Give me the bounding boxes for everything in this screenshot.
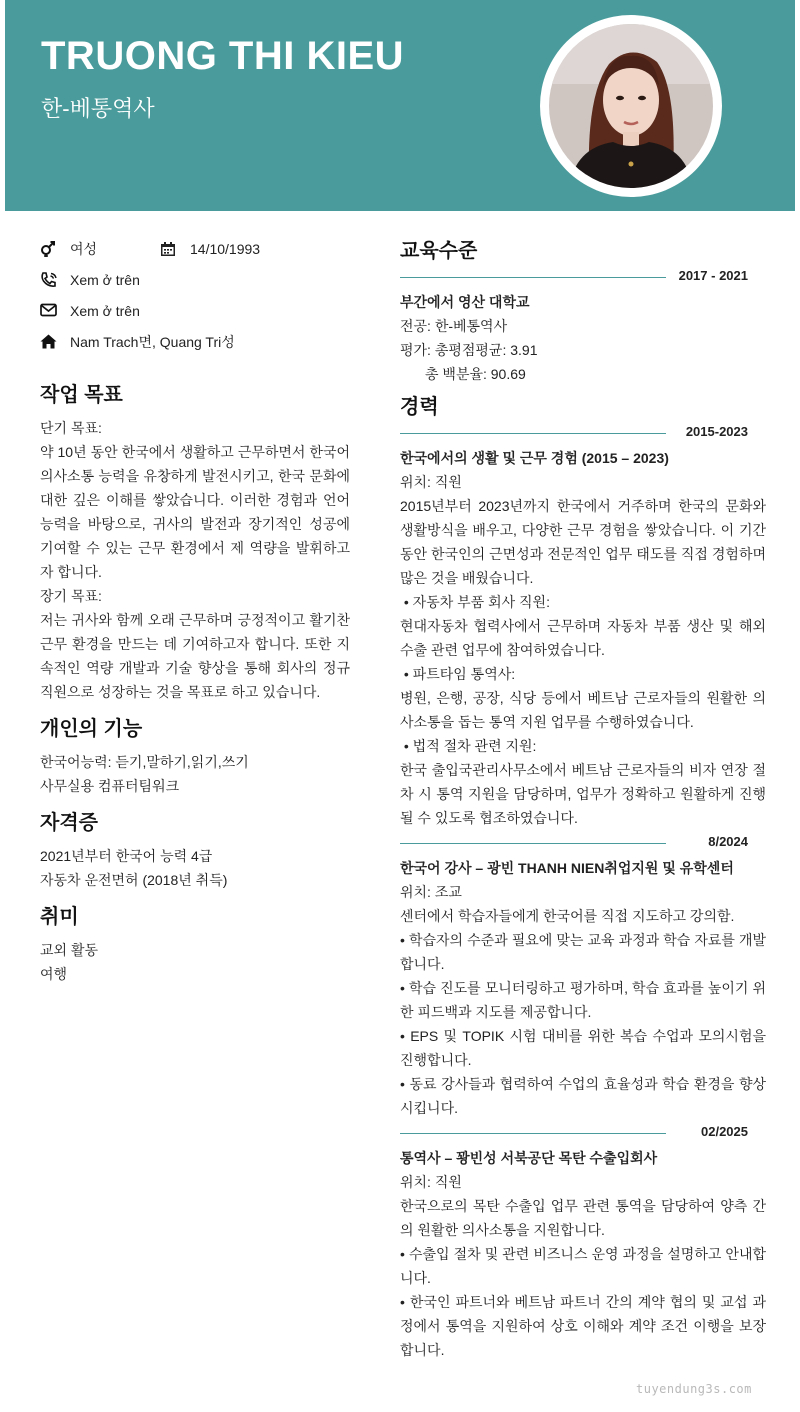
- experience-entry: [400, 834, 766, 1120]
- certificate-item: 2021년부터 한국어 능력 4급: [40, 848, 213, 864]
- long-term-label: 장기 목표:: [40, 588, 102, 604]
- experience-title-text: 통역사 – 꽝빈성 서북공단 목탄 수출입회사: [400, 1150, 658, 1166]
- candidate-name: TRUONG THI KIEU: [41, 34, 405, 78]
- certificates-title: 자격증: [40, 812, 98, 834]
- education-divider: [400, 268, 766, 286]
- job-title: 한-베통역사: [41, 96, 155, 121]
- divider-line: [400, 843, 666, 844]
- calendar-icon: [160, 241, 176, 257]
- long-term-text: 저는 귀사와 함께 오래 근무하며 긍정적이고 활기찬 근무 환경을 만드는 데 기여하고자 합니다. 또한 지속적인 역량 개발과 기술 향상을 통해 회사의 정규 직원으로 성장하는 것을 목표로 하고 있습니다.: [40, 612, 350, 700]
- experience-line: 센터에서 학습자들에게 한국어를 직접 지도하고 강의함.: [400, 908, 735, 924]
- hobby-item: 여행: [40, 966, 68, 982]
- education-date: 2017 - 2021: [678, 268, 748, 283]
- experience-line: • 학습 진도를 모니터링하고 평가하며, 학습 효과를 높이기 위한 피드백과 지도를 제공합니다.: [400, 980, 766, 1020]
- right-column: [400, 236, 766, 1362]
- phone-value: Xem ở trên: [70, 272, 140, 288]
- experience-entry: [400, 424, 766, 830]
- experience-date: 02/2025: [701, 1124, 748, 1139]
- education-title: 교육수준: [400, 240, 478, 262]
- divider-line: [400, 1133, 666, 1134]
- birthdate-value: 14/10/1993: [190, 241, 261, 257]
- objective-section: [40, 380, 350, 704]
- experience-section: [400, 392, 766, 1362]
- certificate-item: 자동차 운전면허 (2018년 취득): [40, 872, 228, 888]
- hobbies-title: 취미: [40, 906, 79, 928]
- experience-title: 경력: [400, 396, 439, 418]
- experience-line: 한국 출입국관리사무소에서 베트남 근로자들의 비자 연장 절차 시 통역 지원을 담당하며, 업무가 정확하고 원활하게 진행될 수 있도록 협조하였습니다.: [400, 762, 766, 826]
- education-percent: 총 백분율: 90.69: [425, 366, 526, 382]
- gender-icon: [40, 241, 58, 257]
- divider-line: [400, 433, 666, 434]
- experience-position: 위치: 직원: [400, 474, 462, 490]
- experience-title-text: 한국어 강사 – 광빈 THANH NIEN취업지원 및 유학센터: [400, 860, 734, 876]
- experience-position: 위치: 조교: [400, 884, 462, 900]
- experience-line: • 수출입 절차 및 관련 비즈니스 운영 과정을 설명하고 안내합니다.: [400, 1246, 766, 1286]
- phone-icon: [40, 272, 58, 288]
- experience-line: 현대자동차 협력사에서 근무하며 자동차 부품 생산 및 해외 수출 관련 업무에 참여하였습니다.: [400, 618, 766, 658]
- address-value: Nam Trach면, Quang Tri성: [70, 334, 235, 350]
- left-column: [40, 380, 350, 986]
- skill-item: 한국어능력: 듣기,말하기,읽기,쓰기: [40, 754, 249, 770]
- header-banner: [5, 0, 795, 211]
- profile-photo: [540, 15, 722, 197]
- objective-title: 작업 목표: [40, 384, 123, 406]
- experience-divider: [400, 1124, 766, 1142]
- experience-line: • 자동차 부품 회사 직원:: [400, 594, 550, 610]
- email-value: Xem ở trên: [70, 303, 140, 319]
- experience-line: 한국으로의 목탄 수출입 업무 관련 통역을 담당하여 양측 간의 원활한 의사소통을 지원합니다.: [400, 1198, 766, 1238]
- experience-divider: [400, 424, 766, 442]
- experience-date: 2015-2023: [685, 424, 748, 439]
- experience-title-text: 한국에서의 생활 및 근무 경험 (2015 – 2023): [400, 450, 669, 466]
- experience-line: • 동료 강사들과 협력하여 수업의 효율성과 학습 환경을 향상시킵니다.: [400, 1076, 766, 1116]
- experience-line: • 학습자의 수준과 필요에 맞는 교육 과정과 학습 자료를 개발합니다.: [400, 932, 766, 972]
- profile-photo-image: [549, 24, 713, 188]
- skills-section: [40, 714, 350, 798]
- experience-entry: [400, 1124, 766, 1362]
- divider-line: [400, 277, 666, 278]
- certificates-section: [40, 808, 350, 892]
- watermark: tuyendung3s.com: [636, 1382, 752, 1396]
- experience-line: • EPS 및 TOPIK 시험 대비를 위한 복습 수업과 모의시험을 진행합니다.: [400, 1028, 766, 1068]
- experience-line: 병원, 은행, 공장, 식당 등에서 베트남 근로자들의 원활한 의사소통을 돕는 통역 지원 업무를 수행하였습니다.: [400, 690, 766, 730]
- skill-item: 사무실용 컴퓨터팀워크: [40, 778, 180, 794]
- skills-title: 개인의 기능: [40, 718, 143, 740]
- education-section: [400, 236, 766, 386]
- school-name: 부간에서 영산 대학교: [400, 294, 530, 310]
- gender-value: 여성: [70, 241, 98, 257]
- email-icon: [40, 303, 57, 317]
- experience-line: • 한국인 파트너와 베트남 파트너 간의 계약 협의 및 교섭 과정에서 통역을 지원하여 상호 이해와 계약 조건 이행을 보장합니다.: [400, 1294, 766, 1358]
- hobbies-section: [40, 902, 350, 986]
- experience-position: 위치: 직원: [400, 1174, 462, 1190]
- hobby-item: 교외 활동: [40, 942, 98, 958]
- experience-line: • 파트타임 통역사:: [400, 666, 516, 682]
- experience-date: 8/2024: [708, 834, 748, 849]
- education-major: 전공: 한-베통역사: [400, 318, 508, 334]
- home-icon: [40, 334, 57, 349]
- short-term-label: 단기 목표:: [40, 420, 102, 436]
- experience-divider: [400, 834, 766, 852]
- education-gpa: 평가: 총평점평균: 3.91: [400, 342, 538, 358]
- experience-line: 2015년부터 2023년까지 한국에서 거주하며 한국의 문화와 생활방식을 배우고, 다양한 근무 경험을 쌓았습니다. 이 기간 동안 한국인의 근면성과 전문적인 업무 태도를 직접 경험하며 많은 것을 배웠습니다.: [400, 498, 766, 586]
- experience-line: • 법적 절차 관련 지원:: [400, 738, 537, 754]
- short-term-text: 약 10년 동안 한국에서 생활하고 근무하면서 한국어 의사소통 능력을 유창하게 발전시키고, 한국 문화에 대한 깊은 이해를 쌓았습니다. 이러한 경험과 언어 능력을 바탕으로, 귀사의 발전과 장기적인 성공에 기여할 수 있는 근무 환경에서 제 역량을 발휘하고자 합니다.: [40, 444, 350, 580]
